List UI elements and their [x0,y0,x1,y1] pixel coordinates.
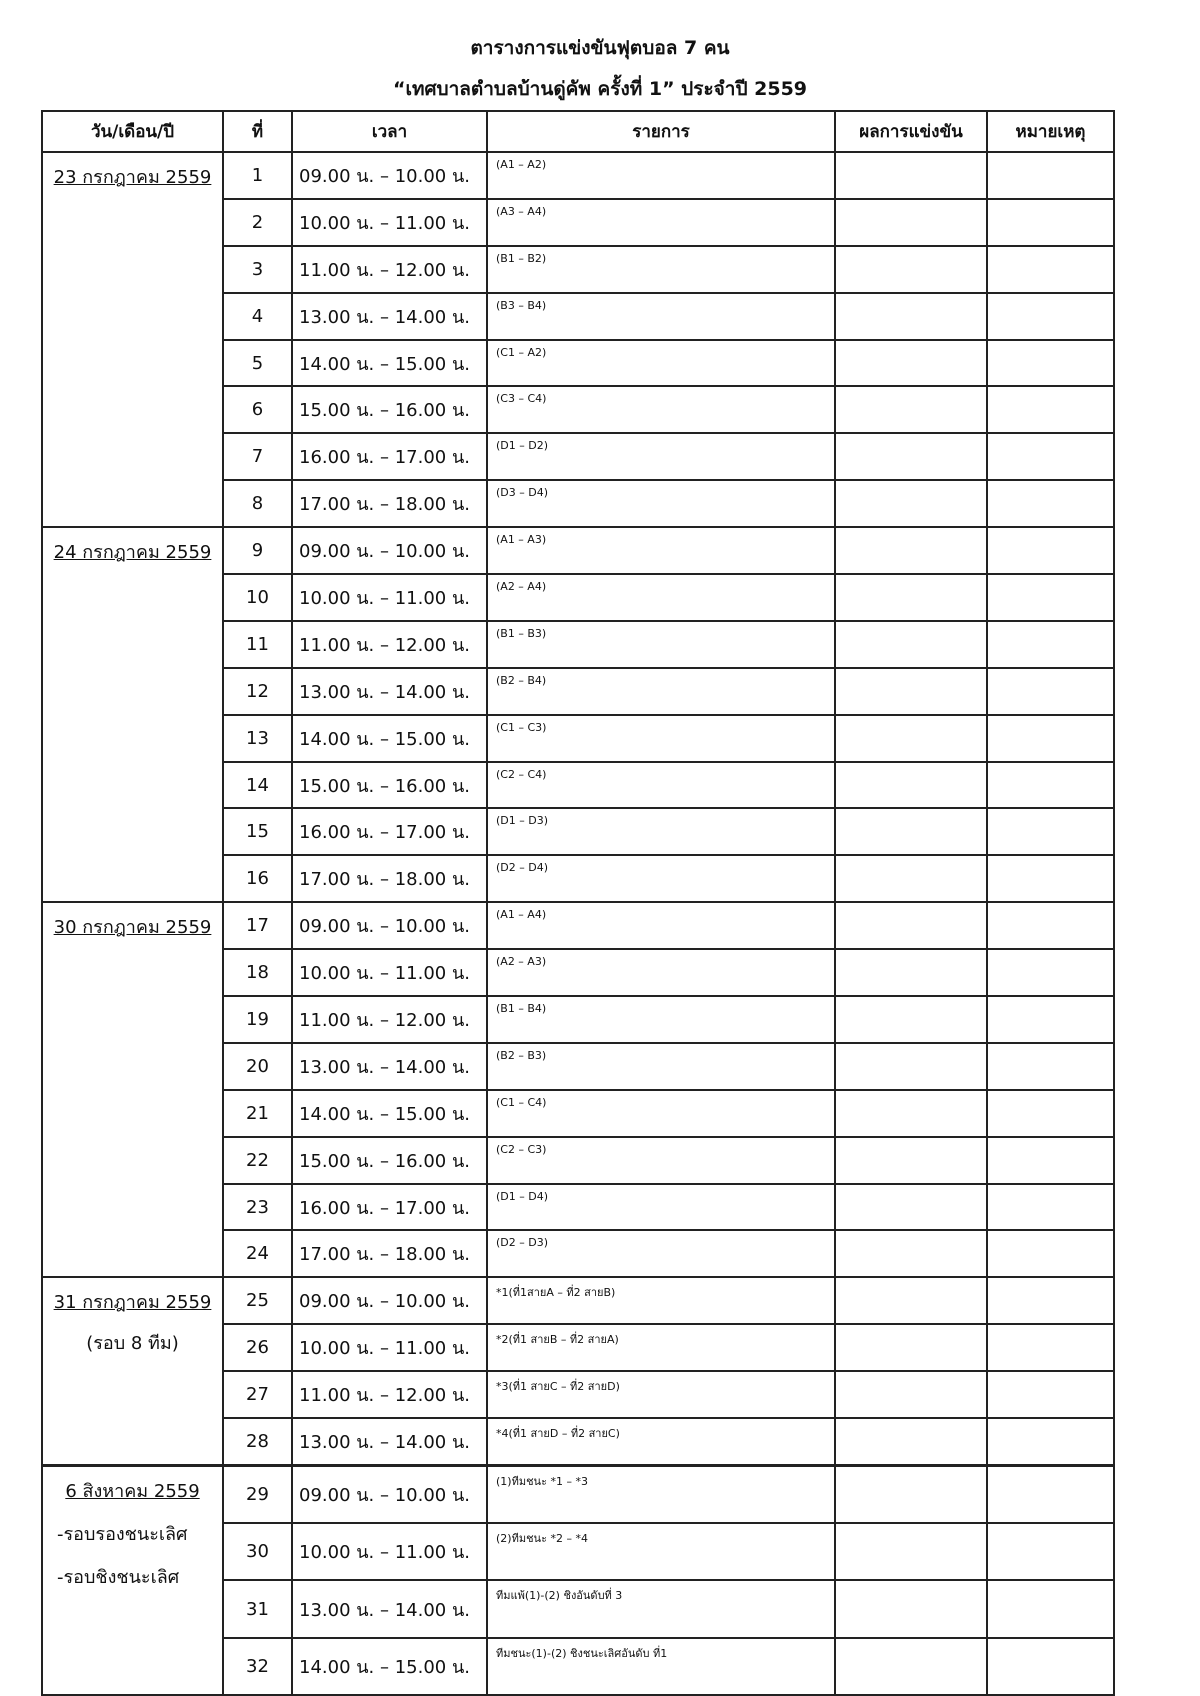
header-note: หมายเหตุ [987,111,1114,152]
date-cell [42,527,223,902]
match-cell: (B3 – B4) [487,293,835,340]
result-cell [835,1371,987,1418]
match-cell: ทีมแพ้(1)-(2) ชิงอันดับที่ 3 [487,1580,835,1637]
schedule-body [42,152,1114,1695]
result-cell [835,1043,987,1090]
date-label: 24 กรกฎาคม 2559 [53,542,212,564]
result-cell [835,480,987,527]
time-cell: 10.00 น. – 11.00 น. [292,199,487,246]
match-number: 14 [223,762,292,809]
note-cell [987,808,1114,855]
result-cell [835,715,987,762]
time-cell: 10.00 น. – 11.00 น. [292,949,487,996]
time-cell: 10.00 น. – 11.00 น. [292,1324,487,1371]
time-cell: 17.00 น. – 18.00 น. [292,480,487,527]
header-row [42,111,1114,152]
time-cell: 10.00 น. – 11.00 น. [292,574,487,621]
time-cell: 16.00 น. – 17.00 น. [292,1184,487,1231]
time-cell: 13.00 น. – 14.00 น. [292,1580,487,1637]
result-cell [835,1137,987,1184]
match-cell: (C2 – C3) [487,1137,835,1184]
match-cell: (2)ทีมชนะ *2 – *4 [487,1523,835,1580]
match-number: 15 [223,808,292,855]
match-number: 13 [223,715,292,762]
date-label: 23 กรกฎาคม 2559 [53,167,212,188]
match-cell: (B1 – B4) [487,996,835,1043]
round-label: -รอบชิงชนะเลิศ [57,1566,180,1588]
match-number: 6 [223,386,292,433]
match-number: 17 [223,902,292,949]
match-cell: (A3 – A4) [487,199,835,246]
result-cell [835,1418,987,1465]
table-row [42,1465,1114,1523]
match-cell: (A1 – A3) [487,527,835,574]
match-number: 24 [223,1230,292,1277]
note-cell [987,949,1114,996]
time-cell: 17.00 น. – 18.00 น. [292,1230,487,1277]
note-cell [987,1277,1114,1324]
note-cell [987,1523,1114,1580]
match-number: 2 [223,199,292,246]
match-number: 20 [223,1043,292,1090]
result-cell [835,855,987,902]
note-cell [987,386,1114,433]
match-number: 8 [223,480,292,527]
result-cell [835,246,987,293]
header-match: รายการ [487,111,835,152]
table-row [42,1277,1114,1324]
header-result: ผลการแข่งขัน [835,111,987,152]
note-cell [987,527,1114,574]
note-cell [987,1043,1114,1090]
result-cell [835,574,987,621]
header-date: วัน/เดือน/ปี [42,111,223,152]
match-cell: (B1 – B2) [487,246,835,293]
match-cell: (D1 – D4) [487,1184,835,1231]
match-cell: (C1 – C3) [487,715,835,762]
result-cell [835,199,987,246]
result-cell [835,1277,987,1324]
note-cell [987,902,1114,949]
match-number: 18 [223,949,292,996]
match-cell: (A2 – A4) [487,574,835,621]
time-cell: 14.00 น. – 15.00 น. [292,1090,487,1137]
time-cell: 09.00 น. – 10.00 น. [292,527,487,574]
note-cell [987,1638,1114,1695]
match-cell: *1(ที่1สายA – ที่2 สายB) [487,1277,835,1324]
date-cell [42,902,223,1277]
note-cell [987,996,1114,1043]
schedule-table [41,110,1115,1696]
time-cell: 15.00 น. – 16.00 น. [292,1137,487,1184]
time-cell: 09.00 น. – 10.00 น. [292,902,487,949]
match-cell: (B2 – B3) [487,1043,835,1090]
match-cell: (D1 – D2) [487,433,835,480]
match-number: 16 [223,855,292,902]
match-number: 11 [223,621,292,668]
header-time: เวลา [292,111,487,152]
match-cell: (B2 – B4) [487,668,835,715]
match-cell: (A1 – A2) [487,152,835,199]
date-cell [42,152,223,527]
result-cell [835,949,987,996]
match-number: 4 [223,293,292,340]
note-cell [987,1580,1114,1637]
note-cell [987,1371,1114,1418]
time-cell: 09.00 น. – 10.00 น. [292,1465,487,1523]
result-cell [835,1090,987,1137]
match-number: 1 [223,152,292,199]
note-cell [987,668,1114,715]
match-cell: (B1 – B3) [487,621,835,668]
note-cell [987,1324,1114,1371]
time-cell: 15.00 น. – 16.00 น. [292,762,487,809]
match-cell: *4(ที่1 สายD – ที่2 สายC) [487,1418,835,1465]
note-cell [987,433,1114,480]
match-cell: (A1 – A4) [487,902,835,949]
note-cell [987,1184,1114,1231]
time-cell: 13.00 น. – 14.00 น. [292,668,487,715]
date-label: 6 สิงหาคม 2559 [65,1480,200,1502]
time-cell: 11.00 น. – 12.00 น. [292,246,487,293]
time-cell: 14.00 น. – 15.00 น. [292,1638,487,1695]
result-cell [835,1184,987,1231]
match-number: 28 [223,1418,292,1465]
result-cell [835,527,987,574]
note-cell [987,480,1114,527]
table-row [42,902,1114,949]
result-cell [835,433,987,480]
time-cell: 17.00 น. – 18.00 น. [292,855,487,902]
note-cell [987,246,1114,293]
match-cell: (C1 – C4) [487,1090,835,1137]
date-label: 31 กรกฎาคม 2559 [53,1292,212,1314]
match-cell: *3(ที่1 สายC – ที่2 สายD) [487,1371,835,1418]
time-cell: 15.00 น. – 16.00 น. [292,386,487,433]
note-cell [987,1090,1114,1137]
match-number: 3 [223,246,292,293]
date-cell [42,1277,223,1465]
match-cell: (D2 – D4) [487,855,835,902]
match-number: 10 [223,574,292,621]
time-cell: 13.00 น. – 14.00 น. [292,1043,487,1090]
time-cell: 11.00 น. – 12.00 น. [292,621,487,668]
note-cell [987,1418,1114,1465]
note-cell [987,340,1114,387]
match-cell: (D3 – D4) [487,480,835,527]
time-cell: 16.00 น. – 17.00 น. [292,808,487,855]
result-cell [835,621,987,668]
result-cell [835,293,987,340]
match-number: 21 [223,1090,292,1137]
time-cell: 11.00 น. – 12.00 น. [292,1371,487,1418]
result-cell [835,902,987,949]
time-cell: 09.00 น. – 10.00 น. [292,152,487,199]
time-cell: 09.00 น. – 10.00 น. [292,1277,487,1324]
match-number: 31 [223,1580,292,1637]
match-cell: (1)ทีมชนะ *1 – *3 [487,1465,835,1523]
note-cell [987,1230,1114,1277]
match-number: 27 [223,1371,292,1418]
date-label: 30 กรกฎาคม 2559 [53,917,212,939]
note-cell [987,574,1114,621]
time-cell: 13.00 น. – 14.00 น. [292,293,487,340]
result-cell [835,762,987,809]
match-cell: (C3 – C4) [487,386,835,433]
result-cell [835,808,987,855]
note-cell [987,1137,1114,1184]
match-number: 12 [223,668,292,715]
page-subtitle: “เทศบาลตำบลบ้านดู่คัพ ครั้งที่ 1” ประจำปี 2559 [392,78,808,100]
match-cell: (A2 – A3) [487,949,835,996]
result-cell [835,340,987,387]
match-cell: (D2 – D3) [487,1230,835,1277]
match-cell: (C1 – A2) [487,340,835,387]
time-cell: 16.00 น. – 17.00 น. [292,433,487,480]
table-row [42,152,1114,199]
result-cell [835,1580,987,1637]
round-label: -รอบรองชนะเลิศ [57,1523,188,1545]
date-cell [42,1465,223,1695]
round-label: (รอบ 8 ทีม) [86,1333,179,1355]
match-number: 9 [223,527,292,574]
match-cell: *2(ที่1 สายB – ที่2 สายA) [487,1324,835,1371]
note-cell [987,621,1114,668]
match-number: 19 [223,996,292,1043]
match-number: 32 [223,1638,292,1695]
match-cell: (D1 – D3) [487,808,835,855]
time-cell: 14.00 น. – 15.00 น. [292,715,487,762]
time-cell: 10.00 น. – 11.00 น. [292,1523,487,1580]
match-number: 23 [223,1184,292,1231]
match-number: 29 [223,1465,292,1523]
header-number: ที่ [223,111,292,152]
result-cell [835,996,987,1043]
result-cell [835,1230,987,1277]
result-cell [835,1465,987,1523]
match-number: 5 [223,340,292,387]
note-cell [987,152,1114,199]
page-title: ตารางการแข่งขันฟุตบอล 7 คน [470,37,730,59]
note-cell [987,855,1114,902]
match-number: 22 [223,1137,292,1184]
result-cell [835,1523,987,1580]
time-cell: 14.00 น. – 15.00 น. [292,340,487,387]
note-cell [987,199,1114,246]
match-number: 26 [223,1324,292,1371]
note-cell [987,293,1114,340]
result-cell [835,152,987,199]
result-cell [835,1324,987,1371]
note-cell [987,762,1114,809]
match-number: 25 [223,1277,292,1324]
match-cell: ทีมชนะ(1)-(2) ชิงชนะเลิศอันดับ ที่1 [487,1638,835,1695]
note-cell [987,1465,1114,1523]
result-cell [835,1638,987,1695]
match-cell: (C2 – C4) [487,762,835,809]
result-cell [835,668,987,715]
time-cell: 11.00 น. – 12.00 น. [292,996,487,1043]
match-number: 30 [223,1523,292,1580]
result-cell [835,386,987,433]
time-cell: 13.00 น. – 14.00 น. [292,1418,487,1465]
table-row [42,527,1114,574]
note-cell [987,715,1114,762]
match-number: 7 [223,433,292,480]
